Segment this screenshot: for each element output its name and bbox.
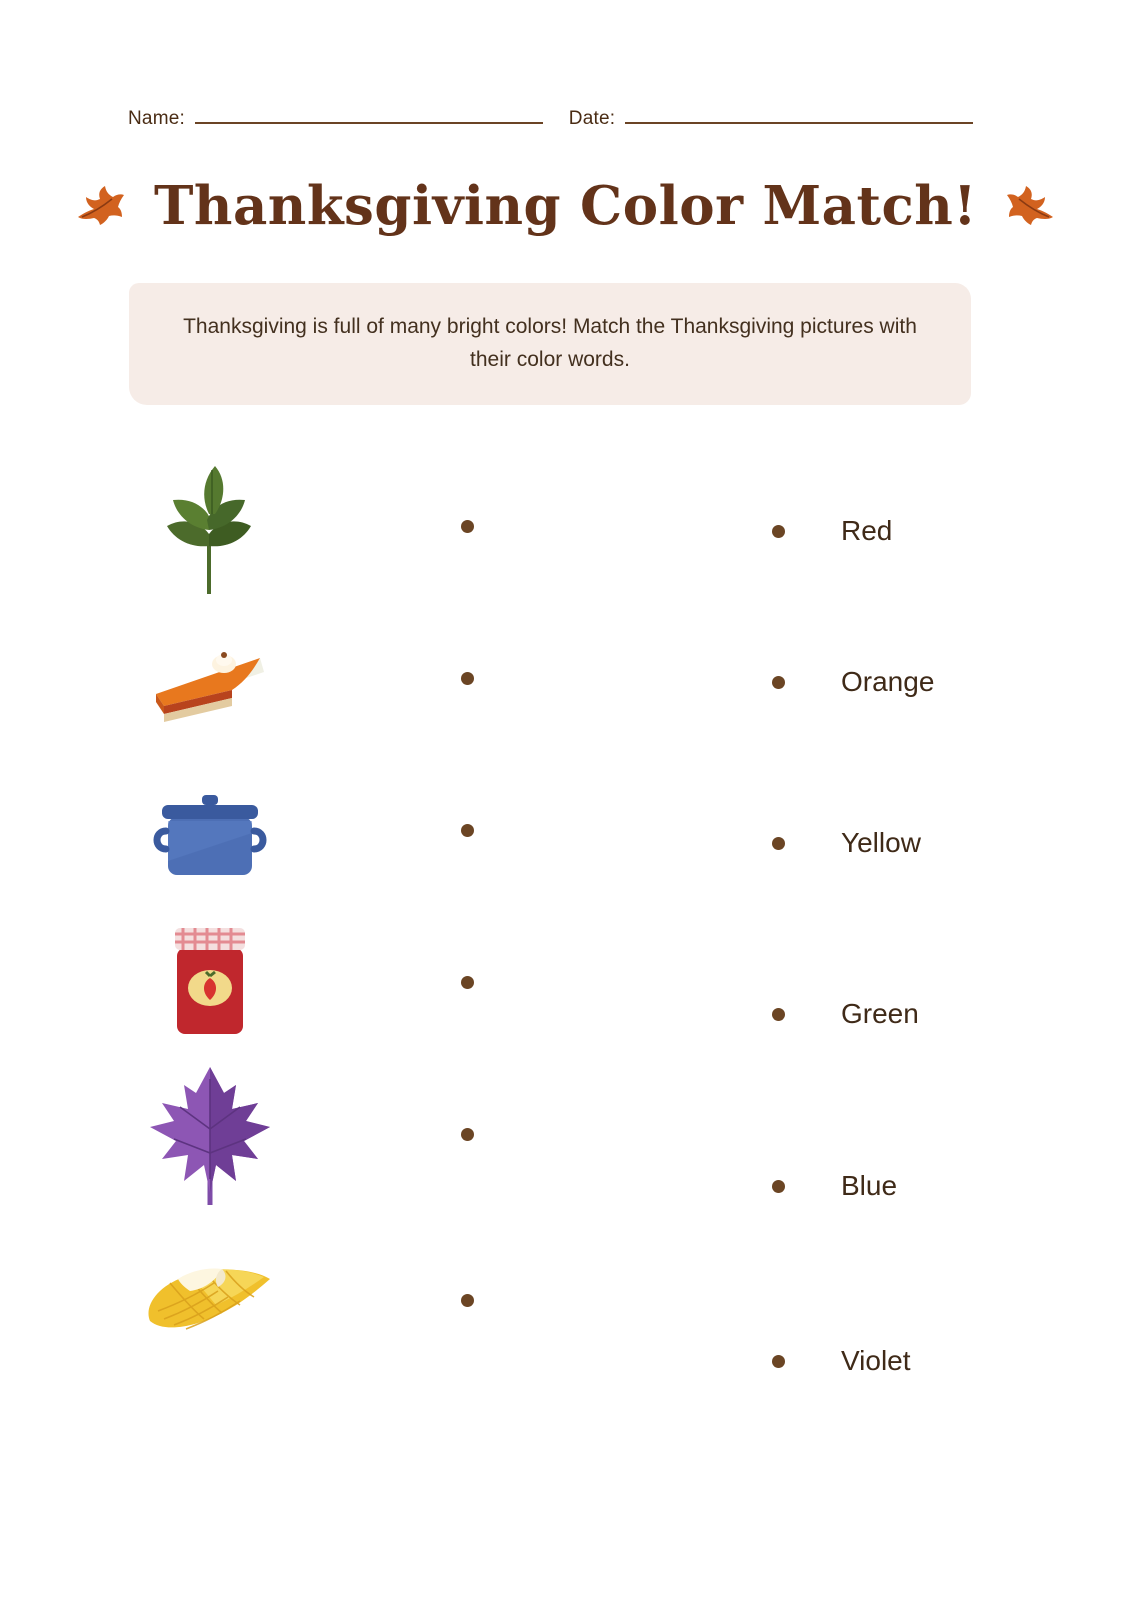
pie-slice-icon: [130, 608, 290, 748]
color-word-label: Violet: [841, 1345, 911, 1376]
match-dot-right[interactable]: [772, 1008, 785, 1021]
color-word-row[interactable]: [772, 823, 921, 863]
match-dot-left[interactable]: [461, 520, 474, 533]
picture-row[interactable]: [130, 1064, 360, 1204]
color-word-row[interactable]: [772, 662, 934, 702]
date-label: Date:: [568, 108, 616, 129]
name-input-line[interactable]: [195, 122, 543, 124]
oak-leaf-icon: [1005, 183, 1057, 229]
name-label: Name:: [128, 108, 185, 129]
instruction-text: Thanksgiving is full of many bright colors! Match the Thanksgiving pictures with their color words.: [183, 315, 917, 371]
color-word-label: Yellow: [841, 827, 921, 858]
cooking-pot-icon: [130, 760, 290, 900]
name-date-row: [128, 108, 973, 130]
color-word-label: Blue: [841, 1170, 898, 1201]
color-word-label: Green: [841, 998, 919, 1029]
matching-area: [0, 436, 1131, 1436]
color-word-row[interactable]: [772, 1166, 897, 1206]
color-word-label: Red: [841, 515, 893, 546]
color-word-row[interactable]: [772, 994, 919, 1034]
picture-row[interactable]: [130, 760, 360, 900]
match-dot-right[interactable]: [772, 1355, 785, 1368]
picture-row[interactable]: [130, 912, 360, 1052]
match-dot-right[interactable]: [772, 525, 785, 538]
match-dot-left[interactable]: [461, 672, 474, 685]
match-dot-left[interactable]: [461, 1294, 474, 1307]
title-row: [0, 175, 1131, 237]
leaf-branch-icon: [130, 456, 290, 596]
date-input-line[interactable]: [625, 122, 973, 124]
maple-leaf-icon: [130, 1064, 290, 1204]
match-dot-left[interactable]: [461, 1128, 474, 1141]
oak-leaf-icon: [74, 183, 126, 229]
picture-row[interactable]: [130, 1230, 360, 1370]
picture-row[interactable]: [130, 608, 360, 748]
match-dot-left[interactable]: [461, 824, 474, 837]
page-title: Thanksgiving Color Match!: [153, 175, 978, 237]
corn-cob-icon: [130, 1230, 290, 1370]
picture-row[interactable]: [130, 456, 360, 596]
match-dot-right[interactable]: [772, 1180, 785, 1193]
match-dot-left[interactable]: [461, 976, 474, 989]
match-dot-right[interactable]: [772, 676, 785, 689]
color-word-label: Orange: [841, 666, 935, 697]
color-word-row[interactable]: [772, 511, 892, 551]
jam-jar-icon: [130, 912, 290, 1052]
color-word-row[interactable]: [772, 1341, 911, 1381]
match-dot-right[interactable]: [772, 837, 785, 850]
instruction-banner: [129, 283, 971, 405]
